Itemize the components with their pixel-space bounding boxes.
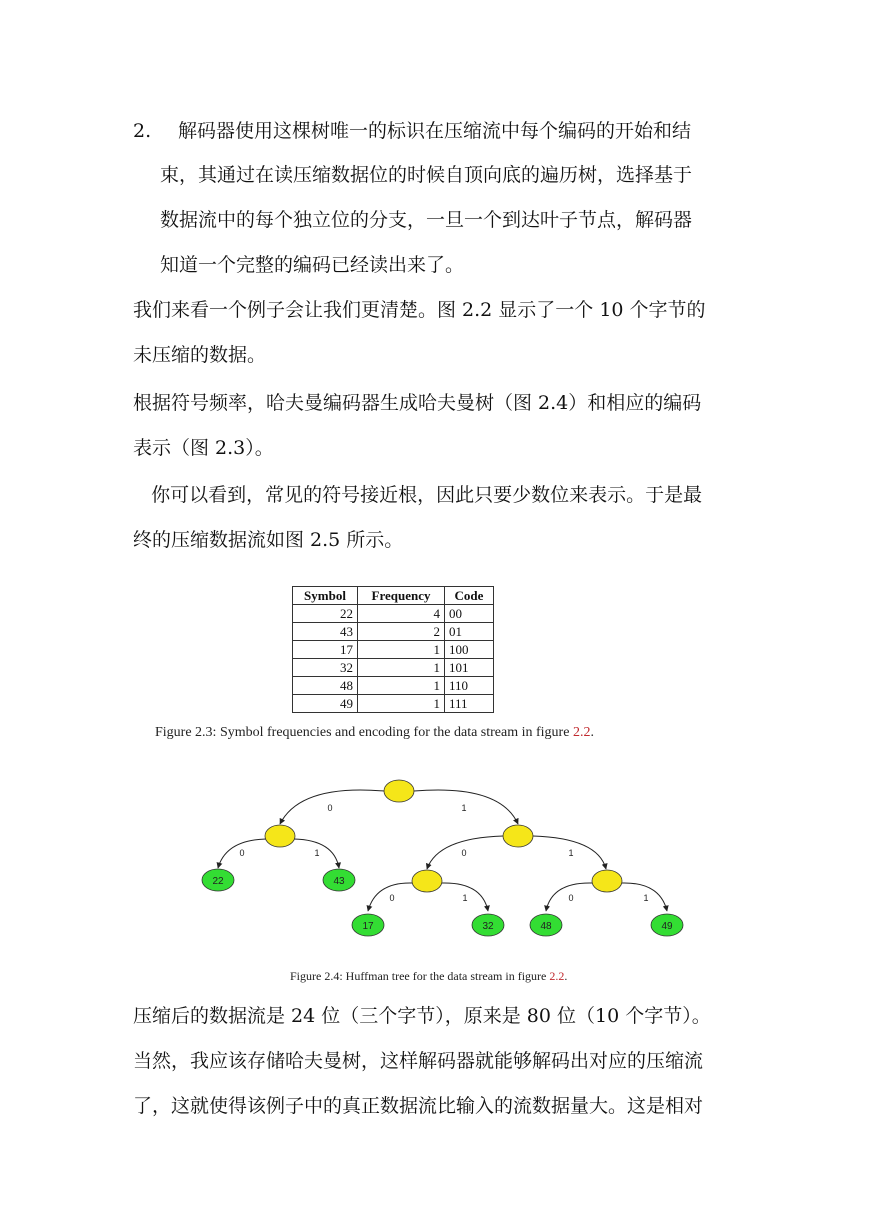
edge-label: 1	[461, 803, 467, 813]
tree-node-internal	[592, 870, 622, 892]
cell-frequency: 4	[358, 605, 445, 623]
caption-figure-ref[interactable]: 2.2	[549, 969, 565, 983]
tree-node-internal	[265, 825, 295, 847]
paragraph-2-line-1: 根据符号频率，哈夫曼编码器生成哈夫曼树（图 2.4）和相应的编码	[133, 392, 702, 414]
caption-figure-ref[interactable]: 2.2	[572, 725, 591, 740]
cell-code: 101	[445, 659, 494, 677]
list-line-4: 知道一个完整的编码已经读出来了。	[160, 254, 465, 276]
table-row	[293, 659, 494, 677]
cell-frequency: 1	[358, 695, 445, 713]
paragraph-2-line-2: 表示（图 2.3）。	[133, 437, 274, 459]
header-frequency: Frequency	[358, 587, 445, 605]
paragraph-1-line-1: 我们来看一个例子会让我们更清楚。图 2.2 显示了一个 10 个字节的	[133, 299, 706, 321]
leaf-label: 32	[482, 921, 494, 932]
cell-frequency: 2	[358, 623, 445, 641]
edge-label: 0	[239, 848, 245, 858]
caption-text: Figure 2.3: Symbol frequencies and encoding for the data stream in figure	[155, 725, 573, 740]
caption-end: .	[564, 969, 568, 983]
edge-label: 0	[327, 803, 333, 813]
cell-symbol: 49	[293, 695, 358, 713]
edge-label: 1	[462, 893, 468, 903]
edge-label: 1	[568, 848, 574, 858]
edge-label: 0	[461, 848, 467, 858]
header-code: Code	[445, 587, 494, 605]
cell-symbol: 43	[293, 623, 358, 641]
cell-symbol: 32	[293, 659, 358, 677]
caption-text: Figure 2.4: Huffman tree for the data stream in figure	[290, 969, 550, 983]
leaf-label: 22	[212, 876, 224, 887]
paragraph-3-line-2: 终的压缩数据流如图 2.5 所示。	[133, 529, 404, 551]
table-row	[293, 641, 494, 659]
table-header-row	[293, 587, 494, 605]
symbol-frequency-table	[292, 586, 494, 713]
figure-2-3-caption	[155, 725, 594, 741]
cell-symbol: 22	[293, 605, 358, 623]
huffman-tree-diagram	[0, 770, 869, 970]
list-line-2: 束，其通过在读压缩数据位的时候自顶向底的遍历树，选择基于	[160, 164, 693, 186]
cell-code: 111	[445, 695, 494, 713]
tree-node-internal	[412, 870, 442, 892]
tree-node-root	[384, 780, 414, 802]
edge-label: 1	[314, 848, 320, 858]
list-line-3: 数据流中的每个独立位的分支，一旦一个到达叶子节点，解码器	[160, 209, 693, 231]
leaf-label: 17	[362, 921, 374, 932]
edge-label: 0	[389, 893, 395, 903]
cell-code: 100	[445, 641, 494, 659]
cell-code: 00	[445, 605, 494, 623]
tree-node-internal	[503, 825, 533, 847]
paragraph-1-line-2: 未压缩的数据。	[133, 344, 267, 366]
edge-label: 1	[643, 893, 649, 903]
cell-symbol: 17	[293, 641, 358, 659]
caption-end: .	[590, 725, 594, 740]
leaf-label: 48	[540, 921, 552, 932]
cell-frequency: 1	[358, 641, 445, 659]
table-row	[293, 623, 494, 641]
closing-line-2: 当然，我应该存储哈夫曼树，这样解码器就能够解码出对应的压缩流	[133, 1050, 704, 1072]
figure-2-4-caption	[290, 969, 567, 984]
cell-code: 110	[445, 677, 494, 695]
closing-line-3: 了，这就使得该例子中的真正数据流比输入的流数据量大。这是相对	[133, 1095, 704, 1117]
cell-code: 01	[445, 623, 494, 641]
list-number: 2.	[133, 120, 152, 142]
closing-line-1: 压缩后的数据流是 24 位（三个字节），原来是 80 位（10 个字节）。	[133, 1005, 711, 1027]
cell-frequency: 1	[358, 659, 445, 677]
table-row	[293, 605, 494, 623]
list-line-1: 解码器使用这棵树唯一的标识在压缩流中每个编码的开始和结	[178, 120, 692, 142]
header-symbol: Symbol	[293, 587, 358, 605]
cell-symbol: 48	[293, 677, 358, 695]
leaf-label: 49	[661, 921, 673, 932]
leaf-label: 43	[333, 876, 345, 887]
edge-label: 0	[568, 893, 574, 903]
table-row	[293, 677, 494, 695]
cell-frequency: 1	[358, 677, 445, 695]
table-row	[293, 695, 494, 713]
paragraph-3-line-1: 你可以看到，常见的符号接近根，因此只要少数位来表示。于是最	[133, 484, 703, 506]
